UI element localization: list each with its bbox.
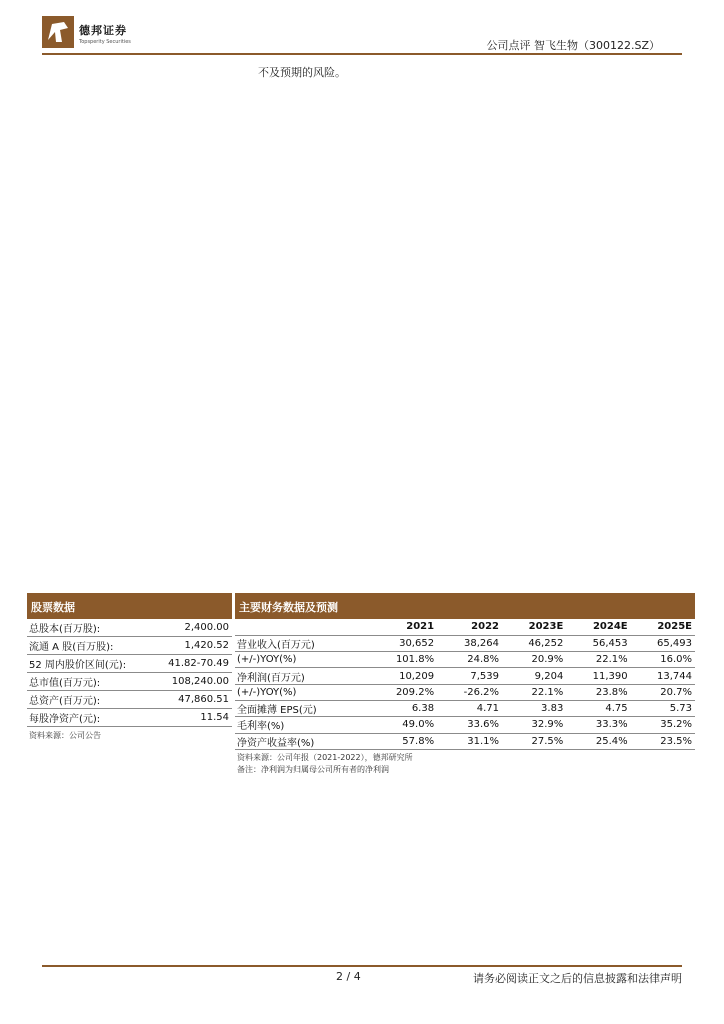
- table-cell: 32.9%: [502, 717, 566, 733]
- table-header-year: 2024E: [566, 619, 630, 635]
- table-cell: -26.2%: [437, 684, 502, 700]
- table-cell: 6.38: [368, 700, 437, 716]
- table-cell: 4.75: [566, 700, 630, 716]
- company-logo: [42, 16, 142, 50]
- stock-data-value: 2,400.00: [184, 622, 229, 633]
- table-cell: 49.0%: [368, 717, 437, 733]
- table-row: [235, 733, 695, 749]
- logo-text: 德邦证券: [79, 24, 127, 37]
- stock-data-panel: [27, 593, 232, 741]
- table-row: [235, 668, 695, 684]
- financial-forecast-title: 主要财务数据及预测: [235, 593, 695, 619]
- table-header-row: [235, 619, 695, 635]
- table-cell: 20.7%: [631, 684, 695, 700]
- table-cell: 5.73: [631, 700, 695, 716]
- stock-data-row: [27, 655, 232, 673]
- table-cell: 22.1%: [502, 684, 566, 700]
- table-cell: 7,539: [437, 668, 502, 684]
- financial-source: 资料来源：公司年报（2021-2022），德邦研究所: [237, 752, 413, 762]
- table-cell: 20.9%: [502, 652, 566, 668]
- table-header-label: [235, 619, 368, 635]
- stock-data-value: 47,860.51: [178, 694, 229, 705]
- stock-data-label: 每股净资产(元):: [29, 714, 101, 725]
- table-cell: 9,204: [502, 668, 566, 684]
- stock-data-label: 总市值(百万元):: [29, 678, 101, 689]
- table-row-label: (+/-)YOY(%): [235, 652, 368, 668]
- table-row: [235, 635, 695, 651]
- stock-data-row: [27, 709, 232, 727]
- table-cell: 31.1%: [437, 733, 502, 749]
- stock-data-label: 52 周内股价区间(元):: [29, 660, 127, 671]
- stock-data-row: [27, 637, 232, 655]
- stock-data-rows: [27, 619, 232, 727]
- table-row-label: 营业收入(百万元): [235, 635, 368, 651]
- header-divider: [42, 53, 682, 55]
- page-number: 2 / 4: [336, 970, 361, 983]
- body-text: 不及预期的风险。: [258, 66, 346, 79]
- table-cell: 3.83: [502, 700, 566, 716]
- table-row-label: 毛利率(%): [235, 717, 368, 733]
- stock-data-value: 1,420.52: [184, 640, 229, 651]
- table-header-year: 2021: [368, 619, 437, 635]
- stock-data-row: [27, 673, 232, 691]
- table-row-label: 全面摊薄 EPS(元): [235, 700, 368, 716]
- table-cell: 13,744: [631, 668, 695, 684]
- logo-subtext: Topsperity Securities: [79, 39, 131, 45]
- table-header-year: 2022: [437, 619, 502, 635]
- stock-data-value: 108,240.00: [171, 676, 229, 687]
- table-row: [235, 717, 695, 733]
- table-cell: 25.4%: [566, 733, 630, 749]
- table-cell: 10,209: [368, 668, 437, 684]
- stock-data-row: [27, 619, 232, 637]
- table-cell: 16.0%: [631, 652, 695, 668]
- table-row: [235, 700, 695, 716]
- financial-forecast-panel: [235, 593, 695, 776]
- footer-disclaimer: 请务必阅读正文之后的信息披露和法律声明: [473, 972, 682, 985]
- stock-data-label: 总资产(百万元):: [29, 696, 101, 707]
- financial-notes: [235, 752, 695, 776]
- header-title: 公司点评 智飞生物（300122.SZ）: [486, 39, 660, 52]
- table-cell: 24.8%: [437, 652, 502, 668]
- table-row-label: 净利润(百万元): [235, 668, 368, 684]
- table-cell: 23.8%: [566, 684, 630, 700]
- stock-data-label: 总股本(百万股):: [29, 624, 101, 635]
- stock-data-source: 资料来源：公司公告: [29, 731, 101, 740]
- table-cell: 209.2%: [368, 684, 437, 700]
- table-cell: 22.1%: [566, 652, 630, 668]
- table-row: [235, 684, 695, 700]
- table-cell: 11,390: [566, 668, 630, 684]
- stock-data-label: 流通 A 股(百万股):: [29, 642, 114, 653]
- table-cell: 35.2%: [631, 717, 695, 733]
- table-cell: 33.6%: [437, 717, 502, 733]
- footer-divider: [42, 965, 682, 967]
- table-row: [235, 652, 695, 668]
- financial-table: [235, 619, 695, 750]
- financial-note: 备注：净利润为归属母公司所有者的净利润: [237, 764, 389, 774]
- table-header-year: 2023E: [502, 619, 566, 635]
- table-cell: 65,493: [631, 635, 695, 651]
- table-cell: 4.71: [437, 700, 502, 716]
- table-header-year: 2025E: [631, 619, 695, 635]
- table-cell: 57.8%: [368, 733, 437, 749]
- table-cell: 23.5%: [631, 733, 695, 749]
- stock-data-row: [27, 691, 232, 709]
- table-cell: 56,453: [566, 635, 630, 651]
- table-cell: 33.3%: [566, 717, 630, 733]
- table-cell: 38,264: [437, 635, 502, 651]
- table-row-label: (+/-)YOY(%): [235, 684, 368, 700]
- stock-data-title: 股票数据: [27, 593, 232, 619]
- table-cell: 27.5%: [502, 733, 566, 749]
- table-row-label: 净资产收益率(%): [235, 733, 368, 749]
- logo-mark-icon: [42, 16, 74, 48]
- table-body: [235, 635, 695, 749]
- stock-data-value: 11.54: [200, 712, 229, 723]
- stock-data-value: 41.82-70.49: [168, 658, 229, 669]
- table-cell: 30,652: [368, 635, 437, 651]
- table-cell: 46,252: [502, 635, 566, 651]
- table-cell: 101.8%: [368, 652, 437, 668]
